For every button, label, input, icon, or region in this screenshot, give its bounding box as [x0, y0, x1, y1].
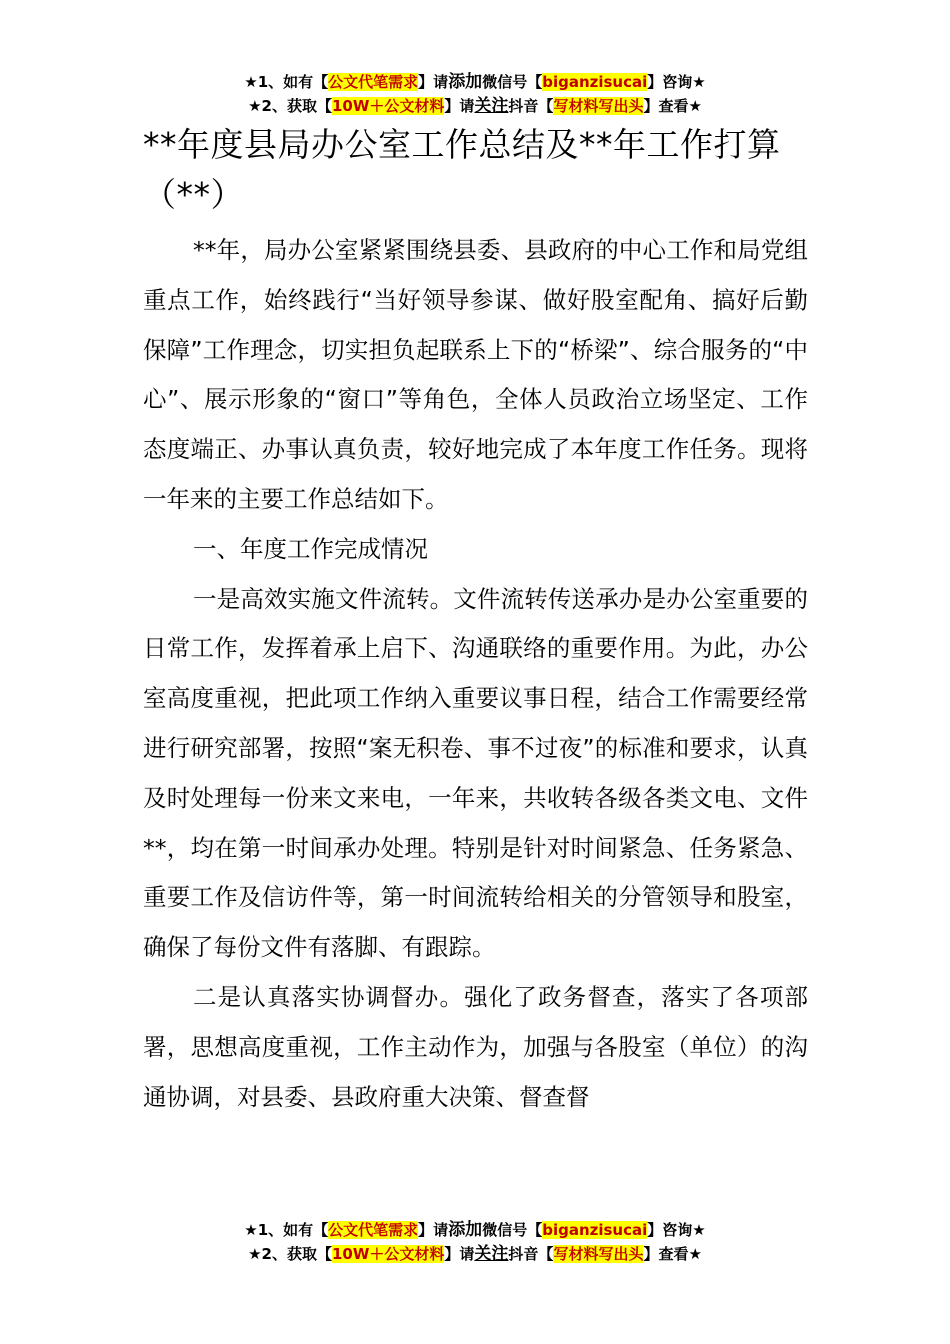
banner-text: ★1、如有【: [244, 1221, 329, 1239]
banner-emphasis: 关注: [474, 96, 509, 116]
banner-highlight: biganzisucai: [542, 73, 648, 91]
banner-text: ★2、获取【: [248, 1245, 332, 1263]
banner-highlight: 公文代笔需求: [328, 1221, 419, 1239]
footer-banner: [0, 1218, 950, 1266]
banner-text: 微信号【: [482, 73, 543, 91]
banner-line-2: [0, 1242, 950, 1266]
banner-highlight: 写材料写出头: [553, 97, 644, 115]
banner-highlight: 公文代笔需求: [328, 73, 419, 91]
banner-emphasis: 添加: [448, 1220, 483, 1240]
paragraph-coordination: 二是认真落实协调督办。强化了政务督查，落实了各项部署，思想高度重视，工作主动作为，加强与各股室（单位）的沟通协调，对县委、县政府重大决策、督查督: [143, 982, 808, 1111]
banner-text: ★2、获取【: [248, 97, 332, 115]
banner-emphasis: 添加: [448, 72, 483, 92]
paragraph-intro: **年，局办公室紧紧围绕县委、县政府的中心工作和局党组重点工作，始终践行“当好领导参谋、做好股室配角、搞好后勤保障”工作理念，切实担负起联系上下的“桥梁”、综合服务的“中心”、展示形象的“窗口”等角色，全体人员政治立场坚定、工作态度端正、办事认真负责，较好地完成了本年度工作任务。现将一年来的主要工作总结如下。: [143, 236, 808, 513]
banner-text: 抖音【: [508, 97, 554, 115]
banner-text: 】查看★: [643, 1245, 702, 1263]
banner-line-1: [0, 70, 950, 94]
document-body: [143, 120, 808, 1122]
banner-line-1: [0, 1218, 950, 1242]
banner-emphasis: 关注: [474, 1244, 509, 1264]
document-title: **年度县局办公室工作总结及**年工作打算（**）: [143, 125, 781, 214]
banner-text: 】咨询★: [647, 73, 706, 91]
banner-highlight: biganzisucai: [542, 1221, 648, 1239]
banner-text: 】请: [444, 97, 475, 115]
banner-highlight: 写材料写出头: [553, 1245, 644, 1263]
banner-highlight: 10W＋公文材料: [331, 1245, 445, 1263]
banner-text: 】查看★: [643, 97, 702, 115]
header-banner: [0, 70, 950, 118]
banner-text: 】请: [418, 73, 449, 91]
banner-text: 】请: [418, 1221, 449, 1239]
banner-text: 】咨询★: [647, 1221, 706, 1239]
banner-highlight: 10W＋公文材料: [331, 97, 445, 115]
paragraph-file-flow: 一是高效实施文件流转。文件流转传送承办是办公室重要的日常工作，发挥着承上启下、沟通联络的重要作用。为此，办公室高度重视，把此项工作纳入重要议事日程，结合工作需要经常进行研究部署，按照“案无积卷、事不过夜”的标准和要求，认真及时处理每一份来文来电，一年来，共收转各级各类文电、文件**，均在第一时间承办处理。特别是针对时间紧急、任务紧急、重要工作及信访件等，第一时间流转给相关的分管领导和股室，确保了每份文件有落脚、有跟踪。: [143, 584, 808, 962]
banner-text: ★1、如有【: [244, 73, 329, 91]
banner-text: 】请: [444, 1245, 475, 1263]
banner-line-2: [0, 94, 950, 118]
section-heading: 一、年度工作完成情况: [193, 534, 428, 563]
banner-text: 微信号【: [482, 1221, 543, 1239]
banner-text: 抖音【: [508, 1245, 554, 1263]
